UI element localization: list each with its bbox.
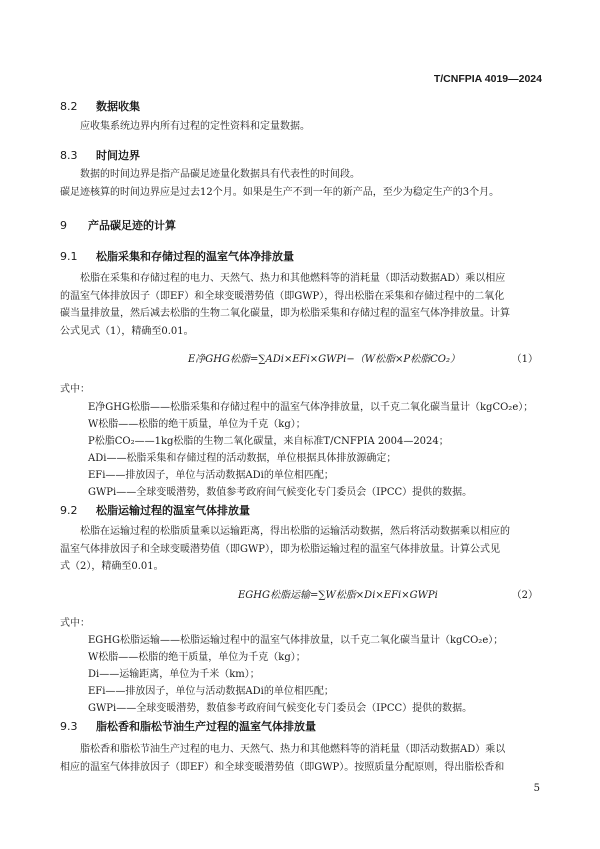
- section-number: 9: [60, 219, 67, 232]
- section-9-2-text: [60, 523, 544, 576]
- section-8-2-heading: [60, 98, 140, 114]
- formula-2: EGHG松脂运输=∑W松脂×Di×EFi×GWPi: [238, 590, 438, 601]
- section-8-3-heading: [60, 147, 140, 163]
- section-9-1-text: [60, 270, 544, 340]
- definition-ad: ADi——松脂采集和存储过程的活动数据，单位根据具体排放源确定；: [88, 453, 397, 464]
- paragraph-line: 温室气体排放因子和全球变暖潜势值（即GWP），即为松脂运输过程的温室气体排放量。计算公式见: [60, 543, 500, 555]
- section-title: 脂松香和脂松节油生产过程的温室气体排放量: [96, 720, 316, 733]
- definition-e-ghg-transport: EGHG松脂运输——松脂运输过程中的温室气体排放量，以千克二氧化碳当量计（kgCO₂e）；: [88, 635, 504, 646]
- section-number: 8.3: [60, 149, 78, 162]
- paragraph-line: 碳足迹核算的时间边界应是过去12个月。如果是生产不到一年的新产品，至少为稳定生产的3个月。: [60, 186, 500, 198]
- where-label: 式中：: [60, 384, 90, 395]
- where-label: 式中：: [60, 618, 90, 629]
- paragraph-line: 脂松香和脂松节油生产过程的电力、天然气、热力和其他燃料等的消耗量（即活动数据AD）乘以: [80, 744, 506, 755]
- section-title: 数据收集: [96, 100, 140, 113]
- formula-1: E净GHG松脂=∑ADi×EFi×GWPi−（W松脂×P松脂CO₂）: [188, 354, 460, 365]
- section-title: 松脂采集和存储过程的温室气体净排放量: [96, 250, 294, 263]
- definition-gwp: GWPi——全球变暖潜势，数值参考政府间气候变化专门委员会（IPCC）提供的数据。: [88, 487, 473, 498]
- paragraph-line: 松脂在运输过程的松脂质量乘以运输距离，得出松脂的运输活动数据，然后将活动数据乘以相应的: [80, 526, 510, 537]
- paragraph-line: 式（2），精确至0.01。: [60, 561, 164, 572]
- page-number: 5: [533, 783, 540, 794]
- section-number: 8.2: [60, 100, 78, 113]
- equation-number-1: （1）: [511, 354, 538, 365]
- section-9-3-heading: [60, 718, 316, 734]
- paragraph-line: 应收集系统边界内所有过程的定性资料和定量数据。: [80, 121, 310, 132]
- paragraph-line: 碳当量排放量，然后减去松脂的生物二氧化碳量，即为松脂采集和存储过程的温室气体净排放量。计算: [60, 308, 510, 319]
- section-number: 9.2: [60, 504, 78, 517]
- definition-ef: EFi——排放因子，单位与活动数据ADi的单位相匹配；: [88, 470, 334, 481]
- paragraph-line: 相应的温室气体排放因子（即EF）和全球变暖潜势值（即GWP）。按照质量分配原则，得出脂松香和: [60, 761, 505, 773]
- section-8-2-text: [60, 118, 544, 136]
- paragraph-line: 数据的时间边界是指产品碳足迹量化数据具有代表性的时间段。: [80, 169, 360, 180]
- section-9-heading: [60, 217, 176, 233]
- section-9-2-heading: [60, 502, 250, 518]
- section-title: 松脂运输过程的温室气体排放量: [96, 504, 250, 517]
- definition-distance: Di——运输距离，单位为千米（km）；: [88, 669, 260, 680]
- section-number: 9.3: [60, 720, 78, 733]
- section-9-3-text: [60, 741, 544, 776]
- definition-ef: EFi——排放因子，单位与活动数据ADi的单位相匹配；: [88, 686, 334, 697]
- definition-p-rosin-co2: P松脂CO₂——1kg松脂的生物二氧化碳量，来自标准T/CNFPIA 2004—2024；: [88, 436, 449, 447]
- document-code: T/CNFPIA 4019—2024: [433, 73, 542, 85]
- definition-w-rosin: W松脂——松脂的绝干质量，单位为千克（kg）；: [88, 419, 306, 430]
- definition-gwp: GWPi——全球变暖潜势，数值参考政府间气候变化专门委员会（IPCC）提供的数据。: [88, 703, 473, 714]
- definition-w-rosin: W松脂——松脂的绝干质量，单位为千克（kg）；: [88, 652, 306, 663]
- paragraph-line: 公式见式（1），精确至0.01。: [60, 325, 194, 337]
- paragraph-line: 松脂在采集和存储过程的电力、天然气、热力和其他燃料等的消耗量（即活动数据AD）乘以相应: [80, 273, 506, 284]
- equation-number-2: （2）: [511, 590, 538, 601]
- section-8-3-text: [60, 166, 544, 201]
- section-number: 9.1: [60, 250, 78, 263]
- section-title: 时间边界: [96, 149, 140, 162]
- section-title: 产品碳足迹的计算: [88, 219, 176, 232]
- section-9-1-heading: [60, 248, 294, 264]
- definition-e-net-ghg: E净GHG松脂——松脂采集和存储过程中的温室气体净排放量，以千克二氧化碳当量计（kgCO₂e）；: [88, 402, 534, 413]
- paragraph-line: 的温室气体排放因子（即EF）和全球变暖潜势值（即GWP），得出松脂在采集和存储过程中的二氧化: [60, 290, 505, 302]
